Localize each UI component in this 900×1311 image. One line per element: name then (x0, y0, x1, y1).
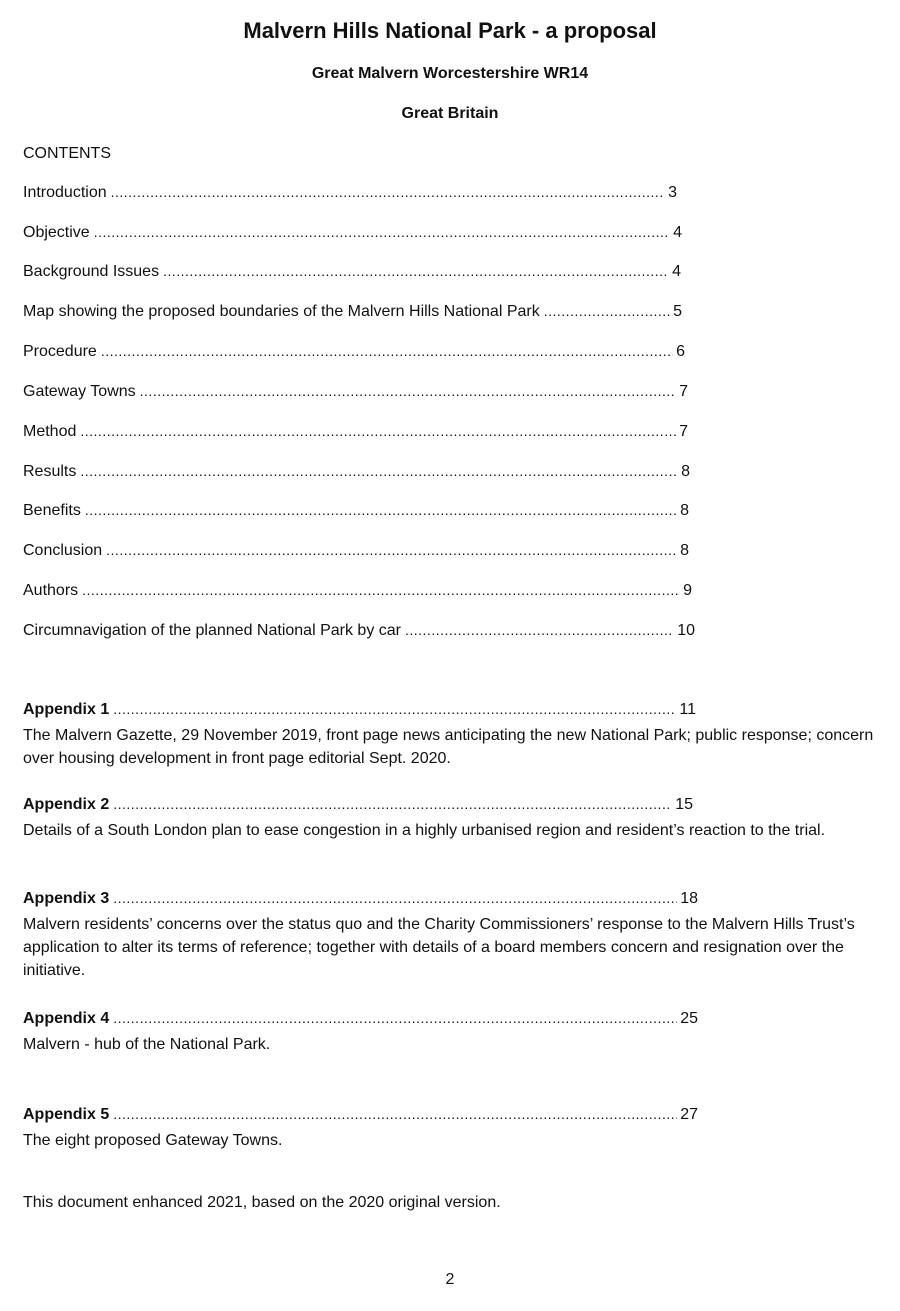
toc-entry-appendix-3[interactable] (23, 890, 698, 912)
document-country: Great Britain (401, 105, 499, 122)
toc-entry-results[interactable] (23, 463, 690, 485)
toc-entry-objective[interactable] (23, 224, 682, 246)
appendix-1-description: The Malvern Gazette, 29 November 2019, front page news anticipating the new National Park; public response; concern over housing development in front page editorial Sept. 2020. (23, 727, 874, 767)
appendix-page: 11 (679, 701, 696, 718)
toc-entry-appendix-5[interactable] (23, 1106, 698, 1128)
appendix-label: Appendix 2 (23, 796, 110, 813)
toc-entry-page: 7 (679, 383, 688, 400)
appendix-2-description: Details of a South London plan to ease congestion in a highly urbanised region and resident’s reaction to the trial. (23, 822, 826, 839)
toc-entry-appendix-4[interactable] (23, 1010, 698, 1032)
appendix-page: 25 (680, 1010, 698, 1027)
toc-entry-introduction[interactable] (23, 184, 677, 206)
toc-entry-page: 8 (680, 542, 689, 559)
toc-entry-appendix-2[interactable] (23, 796, 693, 818)
toc-entry-label: Background Issues (23, 263, 160, 280)
toc-entry-page: 3 (668, 184, 677, 201)
toc-entry-label: Introduction (23, 184, 107, 201)
appendix-page: 27 (680, 1106, 698, 1123)
appendix-page: 18 (680, 890, 698, 907)
toc-entry-label: Circumnavigation of the planned National Park by car (23, 622, 401, 639)
toc-entry-page: 6 (676, 343, 685, 360)
toc-entry-page: 5 (673, 303, 682, 320)
toc-entry-conclusion[interactable] (23, 542, 689, 564)
toc-entry-benefits[interactable] (23, 502, 689, 524)
toc-entry-label: Benefits (23, 502, 81, 519)
appendix-3-description: Malvern residents’ concerns over the status quo and the Charity Commissioners’ response to the Malvern Hills Trust’s application to alter its terms of reference; together with details of a board members concern and resignation over the initiative. (23, 916, 855, 979)
toc-entry-authors[interactable] (23, 582, 692, 604)
document-title: Malvern Hills National Park - a proposal (243, 18, 657, 43)
toc-entry-label: Conclusion (23, 542, 103, 559)
toc-entry-page: 7 (679, 423, 688, 440)
toc-entry-appendix-1[interactable] (23, 701, 696, 723)
toc-entry-label: Procedure (23, 343, 97, 360)
toc-entry-page: 10 (677, 622, 695, 639)
appendix-5-description: The eight proposed Gateway Towns. (23, 1132, 283, 1149)
appendix-label: Appendix 1 (23, 701, 110, 718)
toc-entry-method[interactable] (23, 423, 688, 445)
revision-note: This document enhanced 2021, based on the 2020 original version. (23, 1194, 501, 1211)
toc-entry-label: Objective (23, 224, 90, 241)
toc-entry-label: Gateway Towns (23, 383, 136, 400)
toc-entry-page: 4 (673, 224, 682, 241)
toc-entry-procedure[interactable] (23, 343, 685, 365)
appendix-page: 15 (675, 796, 693, 813)
toc-entry-background-issues[interactable] (23, 263, 681, 285)
page-number: 2 (445, 1271, 455, 1288)
toc-entry-label: Results (23, 463, 77, 480)
document-subtitle: Great Malvern Worcestershire WR14 (311, 65, 589, 82)
contents-heading: CONTENTS (23, 145, 111, 162)
appendix-label: Appendix 4 (23, 1010, 110, 1027)
toc-entry-page: 8 (681, 463, 690, 480)
appendix-4-description: Malvern - hub of the National Park. (23, 1036, 271, 1053)
appendix-label: Appendix 5 (23, 1106, 110, 1123)
toc-entry-page: 8 (680, 502, 689, 519)
toc-entry-gateway-towns[interactable] (23, 383, 688, 405)
toc-entry-circumnavigation[interactable] (23, 622, 695, 644)
toc-entry-map[interactable] (23, 303, 682, 325)
toc-entry-label: Authors (23, 582, 79, 599)
appendix-label: Appendix 3 (23, 890, 110, 907)
toc-entry-page: 4 (672, 263, 681, 280)
toc-entry-page: 9 (683, 582, 692, 599)
toc-entry-label: Map showing the proposed boundaries of the Malvern Hills National Park (23, 303, 540, 320)
toc-entry-label: Method (23, 423, 77, 440)
